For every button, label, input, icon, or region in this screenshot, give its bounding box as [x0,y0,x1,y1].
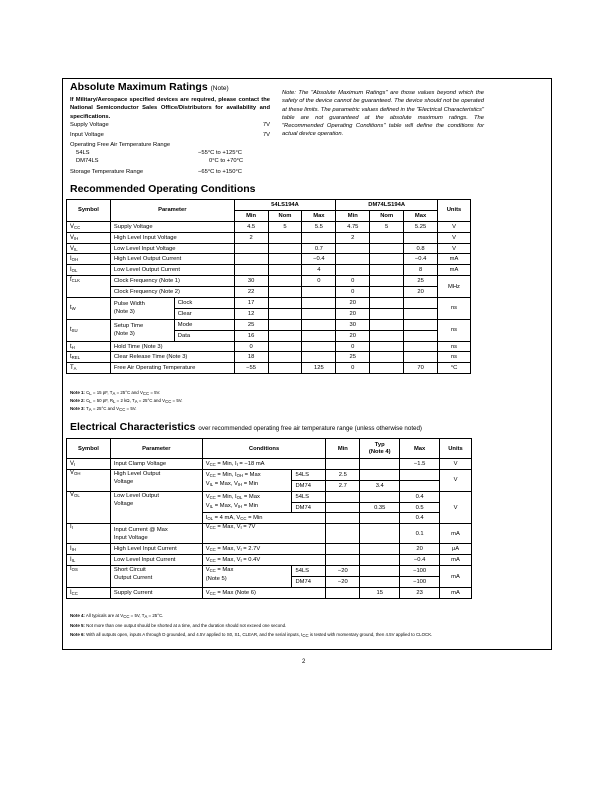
table-row: $t_H$ Hold Time (Note 3) 0 0 ns [67,341,471,352]
col-units: Units [438,200,471,222]
ec-notes: Note 4: All typicals are at $V_{CC} = 5V$, $T_A = 25^\circ C$. Note 5: Not more than one output should be shorted at a time, and the duration should not exceed one second. Note 6: With all outputs open, inputs A through D grounded, and 4.5V applied to S0, S1, CLEAR, and the serial inputs, $I_{CC}$ is tested with momentary ground, then 4.5V applied to CLOCK. [70,613,433,638]
table-row: $f_{CLK}$ Clock Frequency (Note 1) 30 0 0 25 MHz [67,276,471,287]
ec-table [66,438,472,599]
abs-max-note: Note: The "Absolute Maximum Ratings" are those values beyond which the safety of the device cannot be guaranteed. The device should not be operated at these limits. The parametric values defined in the "Electrical Characteristics" table are not guaranteed at the absolute maximum ratings. The "Recommended Operating Conditions" table will define the conditions for actual device operation. [282,90,484,138]
table-row: $V_{CC}$ Supply Voltage 4.5 5 5.5 4.75 5 5.25 V [67,221,471,232]
table-row: $I_{OL} = 4$ mA, $V_{CC}$ = Min 0.4 [67,513,472,524]
table-row: $I_{IH}$ High Level Input Current $V_{CC}$ = Max, $V_I = 2.7V$ 20 μA [67,544,472,555]
col-units: Units [440,439,472,459]
supply-label: Supply Voltage [70,122,109,128]
col-dm74: DM74LS194A [336,200,438,211]
col-nom: Nom [268,210,302,221]
roc-table [66,199,471,374]
roc-title: Recommended Operating Conditions [70,183,256,195]
temp-54-value: −55°C to +125°C [198,150,242,156]
col-symbol: Symbol [67,439,111,459]
table-row: Clear 12 20 [67,308,471,319]
table-row: $I_{CC}$ Supply Current $V_{CC}$ = Max (Note 6) 15 23 mA [67,587,472,598]
col-symbol: Symbol [67,200,111,222]
table-row: $I_I$ Input Current @ Max Input Voltage $V_{CC}$ = Max, $V_I = 7V$ 0.1 mA [67,524,472,544]
table-row: $I_{OH}$ High Level Output Current −0.4 −0.4 mA [67,254,471,265]
temp-label: Operating Free Air Temperature Range [70,142,171,148]
abs-max-title: Absolute Maximum Ratings (Note) [70,81,229,93]
input-value: 7V [262,132,270,138]
temp-74-label: DM74LS [76,158,99,164]
temp-74-value: 0°C to +70°C [209,158,244,164]
ec-header-row [67,439,472,459]
supply-value: 7V [262,122,270,128]
table-row: DM74 2.7 3.4 [67,480,472,491]
col-conditions: Conditions [202,439,326,459]
storage-label: Storage Temperature Range [70,169,144,175]
temp-54-label: 54LS [76,150,90,156]
table-row: DM74 −20 −100 [67,577,472,588]
table-row: DM74 0.35 0.5 [67,502,472,513]
col-max: Max [400,439,440,459]
table-row: $V_{IH}$ High Level Input Voltage 2 2 V [67,232,471,243]
col-max: Max [404,210,438,221]
col-54ls: 54LS194A [234,200,336,211]
col-min: Min [336,210,370,221]
roc-notes: Note 1: $C_L = 15$ pF, $T_A = 25^\circ C$ and $V_{CC} = 5V$. Note 2: $C_L = 50$ pF, $R_L = 2$ kΩ, $T_A = 25^\circ C$ and $V_{CC} = 5V$. Note 3: $T_A = 25^\circ C$ and $V_{CC} = 5V$. [70,390,183,412]
page-number: 2 [302,659,306,665]
ec-title: Electrical Characteristics over recommended operating free air temperature range (unless otherwise noted) [70,421,422,433]
col-min: Min [234,210,268,221]
table-row: $I_{OS}$ Short Circuit Output Current $V_{CC}$ = Max (Note 5) 54LS −20 −100 mA [67,566,472,577]
table-row: $V_{OH}$ High Level Output Voltage $V_{CC}$ = Min, $I_{OH}$ = Max $V_{IL}$ = Max, $V_{IH}$ = Min 54LS 2.5 V [67,469,472,480]
col-typ: Typ (Note 4) [360,439,400,459]
col-max: Max [302,210,336,221]
table-row: $V_{OL}$ Low Level Output Voltage $V_{CC}$ = Min, $I_{OL}$ = Max $V_{IL}$ = Max, $V_{IH}$ = Min 54LS 0.4 V [67,491,472,502]
col-min: Min [326,439,360,459]
table-row: $V_{IL}$ Low Level Input Voltage 0.7 0.8 V [67,243,471,254]
table-row: $T_A$ Free Air Operating Temperature −55 125 0 70 °C [67,363,471,374]
table-row: Clock Frequency (Note 2) 22 0 20 [67,287,471,298]
table-row: Data 16 20 [67,330,471,341]
table-row: $I_{OL}$ Low Level Output Current 4 8 mA [67,265,471,276]
col-parameter: Parameter [110,200,234,222]
storage-value: −65°C to +150°C [198,169,242,175]
roc-header-row [67,200,471,211]
table-row: $t_{SU}$ Setup Time (Note 3) Mode 25 30 ns [67,319,471,330]
col-parameter: Parameter [110,439,202,459]
col-nom: Nom [370,210,404,221]
table-row: $t_{REL}$ Clear Release Time (Note 3) 18 25 ns [67,352,471,363]
input-label: Input Voltage [70,132,104,138]
military-notice: If Military/Aerospace specified devices are required, please contact the National Semiconductor Sales Office/Distributors for availability and specifications. [70,97,270,120]
table-row: $t_W$ Pulse Width (Note 3) Clock 17 20 ns [67,298,471,309]
table-row: $V_I$ Input Clamp Voltage $V_{CC}$ = Min, $I_I = -18$ mA −1.5 V [67,459,472,470]
table-row: $I_{IL}$ Low Level Input Current $V_{CC}$ = Max, $V_I = 0.4V$ −0.4 mA [67,555,472,566]
